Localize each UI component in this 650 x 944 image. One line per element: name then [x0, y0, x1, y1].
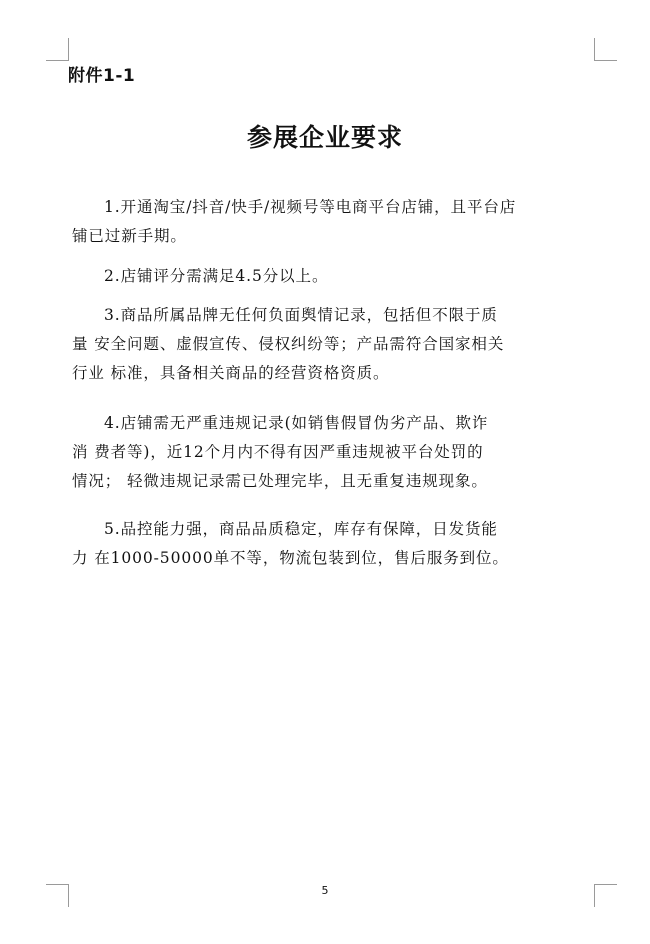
crop-mark-top-right — [594, 38, 617, 61]
requirement-line: 情况； 轻微违规记录需已处理完毕，且无重复违规现象。 — [72, 472, 488, 490]
requirement-line: 行业 标准，具备相关商品的经营资格资质。 — [72, 364, 390, 382]
requirement-2 — [72, 262, 592, 291]
document-title: 参展企业要求 — [246, 123, 403, 152]
requirement-3 — [72, 301, 592, 388]
requirement-line: 1.开通淘宝/抖音/快手/视频号等电商平台店铺，且平台店 — [104, 198, 517, 216]
requirement-1 — [72, 193, 592, 251]
requirement-line: 5.品控能力强，商品品质稳定，库存有保障，日发货能 — [104, 520, 498, 538]
requirement-line: 4.店铺需无严重违规记录(如销售假冒伪劣产品、欺诈 — [104, 414, 489, 432]
crop-mark-top-left — [46, 38, 69, 61]
requirement-line: 铺已过新手期。 — [72, 227, 187, 245]
requirement-line: 力 在1000-50000单不等，物流包装到位，售后服务到位。 — [72, 549, 509, 567]
requirement-line: 2.店铺评分需满足4.5分以上。 — [104, 267, 329, 285]
requirement-4 — [72, 409, 592, 496]
requirement-5 — [72, 515, 592, 573]
requirement-line: 3.商品所属品牌无任何负面舆情记录，包括但不限于质 — [104, 306, 498, 324]
requirement-line: 消 费者等)，近12个月内不得有因严重违规被平台处罚的 — [72, 443, 484, 461]
page-number: 5 — [321, 884, 329, 897]
attachment-label: 附件1-1 — [68, 66, 136, 86]
requirement-line: 量 安全问题、虚假宣传、侵权纠纷等；产品需符合国家相关 — [72, 335, 505, 353]
